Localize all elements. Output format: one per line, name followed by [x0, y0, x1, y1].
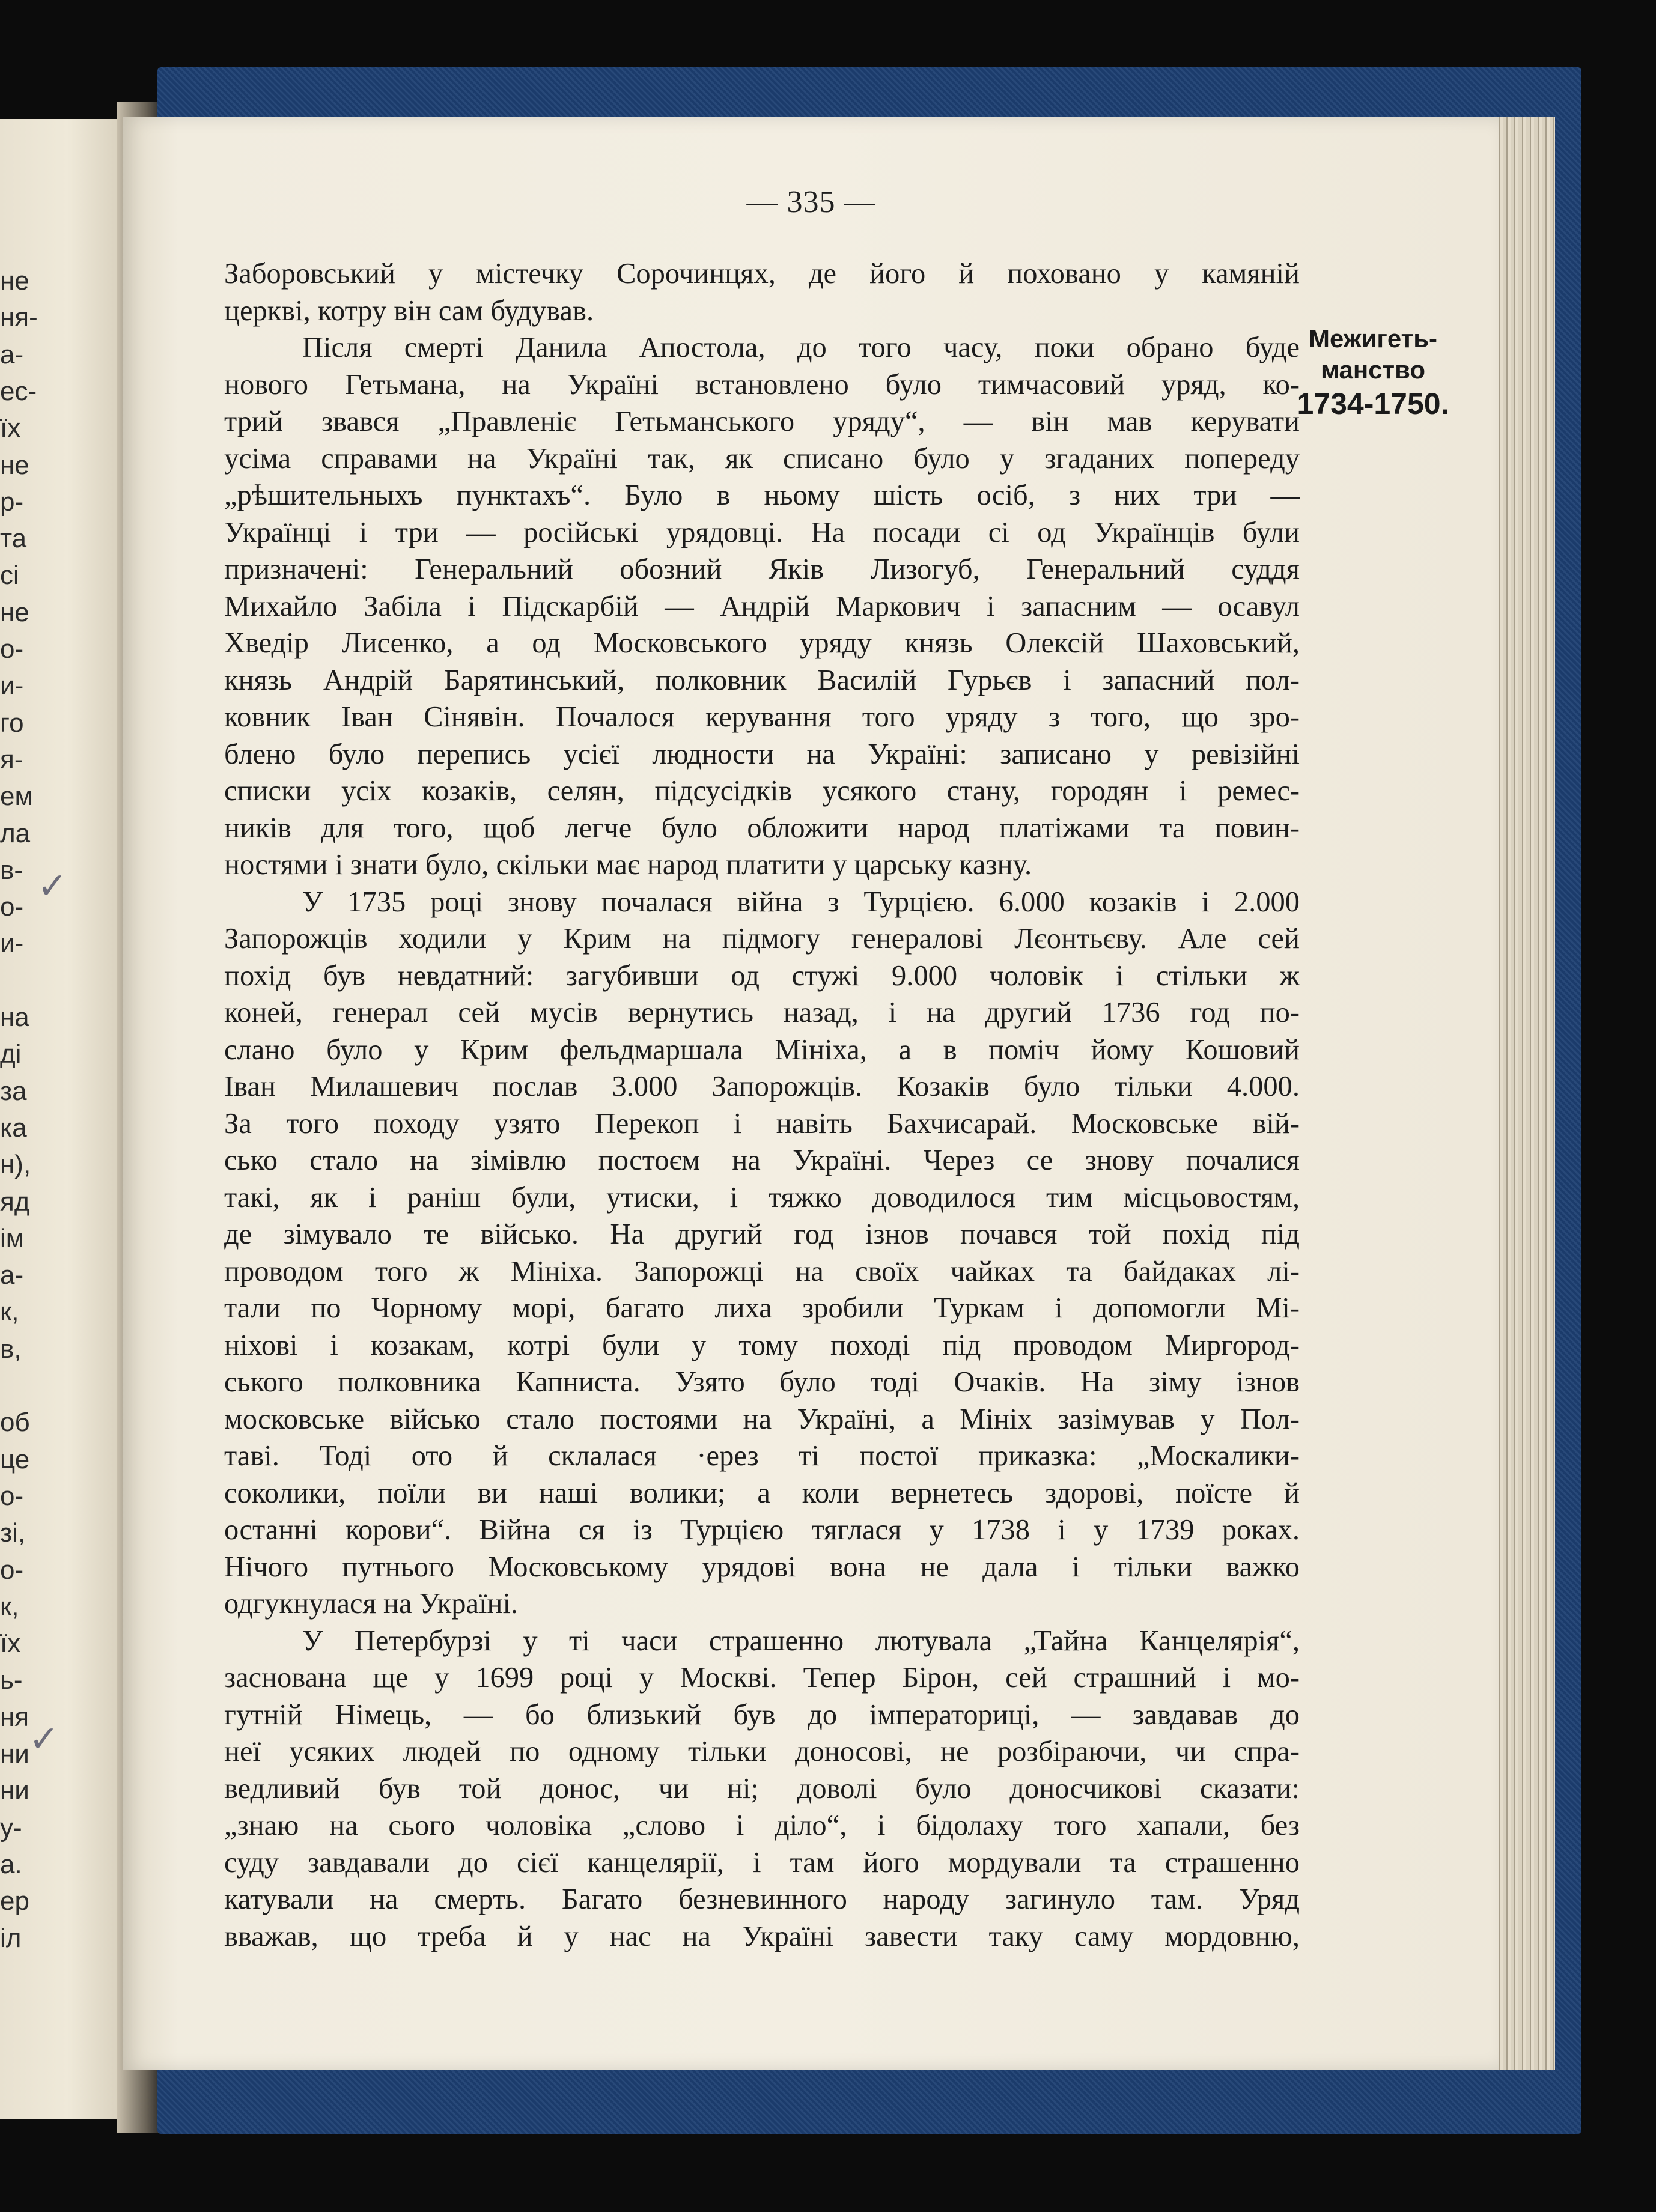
text-line: ського полковника Капниста. Узято було тоді Очаків. На зіму ізнов: [224, 1366, 1300, 1398]
text-line: „знаю на сього чоловіка „слово і діло“, і бідолаху того хапали, без: [224, 1809, 1300, 1841]
left-page-text-fragment: їх: [0, 1629, 21, 1659]
text-line: призначені: Генеральний обозний Яків Лизогуб, Генеральний суддя: [224, 553, 1300, 585]
text-line: одгукнулася на Україні.: [224, 1588, 519, 1620]
left-page-text-fragment: та: [0, 524, 27, 554]
left-page-text-fragment: сі: [0, 561, 19, 591]
text-line: соколики, поїли ви наші волики; а коли вернетесь здорові, поїсте й: [224, 1477, 1300, 1509]
left-page-text-fragment: я-: [0, 744, 23, 774]
left-page-text-fragment: ни: [0, 1776, 29, 1806]
text-line: ковник Іван Сінявін. Почалося керування того уряду з того, що зро-: [224, 701, 1300, 733]
page-edges: [1495, 117, 1555, 2070]
text-line: списки усіх козаків, селян, підсусідків усякого стану, городян і ремес-: [224, 775, 1300, 807]
left-page-text-fragment: а-: [0, 1260, 24, 1290]
text-line: де зімувало те військо. На другий год ізнов почався той похід під: [224, 1218, 1300, 1250]
left-page-text-fragment: об: [0, 1408, 30, 1438]
pencil-check-mark: ✓: [37, 865, 68, 907]
text-line: такі, як і раніш були, утиски, і тяжко доводилося тим місцьовостям,: [224, 1181, 1300, 1214]
text-line: сько стало на зімівлю постоєм на Україні. Через се знову почалися: [224, 1144, 1300, 1176]
left-page-text-fragment: в-: [0, 855, 23, 885]
left-page-text-fragment: р-: [0, 487, 24, 517]
left-page-text-fragment: ес-: [0, 376, 37, 406]
page-number: — 335 —: [746, 185, 876, 219]
pencil-check-mark: ✓: [29, 1718, 59, 1760]
left-page-text-fragment: ім: [0, 1223, 25, 1253]
text-line: неї усяких людей по одному тільки доносові, не розбіраючи, чи спра-: [224, 1736, 1300, 1767]
left-page-text-fragment: це: [0, 1444, 30, 1474]
left-page-text-fragment: яд: [0, 1187, 30, 1217]
text-line: У 1735 році знову почалася війна з Турцією. 6.000 козаків і 2.000: [302, 886, 1300, 918]
text-line: суду завдавали до сієї канцелярії, і там його мордували та страшенно: [224, 1846, 1300, 1879]
left-page-text-fragment: ла: [0, 818, 31, 848]
left-page-text-fragment: ер: [0, 1886, 29, 1916]
left-page-text-fragment: а-: [0, 339, 24, 369]
left-page-text-fragment: о-: [0, 892, 24, 922]
text-line: Хведір Лисенко, а од Московського уряду князь Олексій Шаховський,: [224, 627, 1300, 659]
text-line: ведливий був той донос, чи ні; доволі було доносчикові сказати:: [224, 1772, 1300, 1805]
text-line: Іван Милашевич послав 3.000 Запорожців. Козаків було тільки 4.000.: [224, 1071, 1300, 1102]
left-page-text-fragment: у-: [0, 1812, 22, 1843]
text-line: ніхові і козакам, котрі були у тому поході під проводом Миргород-: [224, 1329, 1300, 1361]
text-line: слано було у Крим фельдмаршала Мініха, а в поміч йому Кошовий: [224, 1033, 1300, 1066]
margin-note: [1295, 323, 1451, 422]
left-page-text-fragment: ь-: [0, 1665, 23, 1695]
left-page-text-fragment: ни: [0, 1739, 29, 1769]
left-page-text-fragment: зі,: [0, 1518, 26, 1548]
margin-note-line: манство: [1320, 356, 1426, 384]
body-text: [224, 255, 1300, 1955]
left-page-text-fragment: в,: [0, 1334, 22, 1364]
left-page-text-fragment: ня: [0, 1702, 29, 1732]
text-line: У Петербурзі у ті часи страшенно лютувала „Тайна Канцелярія“,: [302, 1624, 1300, 1657]
book-page: [123, 117, 1499, 2070]
text-line: заснована ще у 1699 році у Москві. Тепер Бірон, сей страшний і мо-: [224, 1662, 1300, 1694]
left-page-text-fragment: іл: [0, 1923, 22, 1953]
text-line: Українці і три — російські урядовці. На посади сі од Українців були: [224, 516, 1300, 548]
left-page-text-fragment: ді: [0, 1039, 22, 1069]
text-line: московське військо стало постоями на Україні, а Мініх зазімував у Пол-: [224, 1403, 1300, 1435]
text-line: нового Гетьмана, на Україні встановлено було тимчасовий уряд, ко-: [224, 368, 1300, 401]
left-page-text-fragment: ня-: [0, 303, 38, 333]
text-line: „рѣшительныхъ пунктахъ“. Було в ньому шість осіб, з них три —: [224, 479, 1300, 511]
left-page-text-fragment: ем: [0, 782, 33, 812]
left-page-text-fragment: а.: [0, 1849, 22, 1879]
left-page-text-fragment: їх: [0, 413, 21, 443]
text-line: Михайло Забіла і Підскарбій — Андрій Маркович і запасним — осавул: [224, 590, 1300, 622]
text-line: похід був невдатний: загубивши од стужі 9.000 чоловік і стільки ж: [224, 959, 1300, 992]
left-page-text-fragment: за: [0, 1076, 27, 1106]
text-line: коней, генерал сей мусів вернутись назад, і на другий 1736 год по-: [224, 997, 1300, 1029]
text-line: катували на смерть. Багато безневинного народу загинуло там. Уряд: [224, 1883, 1300, 1915]
left-page-text-fragment: о-: [0, 634, 24, 664]
text-line: трий звався „Правленіє Гетьманського уряду“, — він мав керувати: [224, 406, 1300, 437]
left-page-text-fragment: ка: [0, 1113, 27, 1143]
left-page-text-fragment: не: [0, 450, 29, 480]
left-page-text-fragment: о-: [0, 1555, 24, 1585]
text-line: усіма справами на Україні так, як списано було у згаданих попереду: [224, 442, 1300, 475]
text-line: ників для того, щоб легче було обложити народ платіжами та повин-: [224, 812, 1300, 844]
text-line: Нічого путнього Московському урядові вона не дала і тільки важко: [224, 1551, 1300, 1583]
text-line: вважав, що треба й у нас на Україні завести таку саму мордовню,: [224, 1920, 1300, 1952]
text-line: церкві, котру він сам будував.: [224, 294, 594, 327]
left-page-text-fragment: и-: [0, 929, 24, 959]
left-page-text-fragment: не: [0, 597, 29, 627]
previous-page-fragment: [0, 119, 123, 2119]
left-page-text-fragment: к,: [0, 1591, 19, 1621]
text-line: таві. Тоді ото й склалася ·ерез ті постої приказка: „Москалики-: [224, 1440, 1300, 1472]
text-line: Після смерті Данила Апостола, до того часу, поки обрано буде: [302, 332, 1300, 363]
text-line: тали по Чорному морі, багато лиха зробили Туркам і допомогли Мі-: [224, 1292, 1300, 1324]
text-line: Заборовський у містечку Сорочинцях, де його й поховано у камяній: [224, 258, 1300, 290]
left-page-text-fragment: н),: [0, 1150, 31, 1180]
text-line: За того походу узято Перекоп і навіть Бахчисарай. Московське вій-: [224, 1107, 1300, 1140]
text-line: Запорожців ходили у Крим на підмогу генералові Лєонтьєву. Але сей: [224, 923, 1300, 955]
left-page-text-fragment: на: [0, 1003, 29, 1032]
margin-note-line: Межигеть-: [1308, 324, 1438, 353]
left-page-text-fragment: не: [0, 266, 29, 296]
margin-note-years: 1734-1750.: [1297, 387, 1449, 421]
left-page-text-fragment: к,: [0, 1297, 19, 1327]
left-page-text-fragment: го: [0, 708, 24, 738]
text-line: гутній Німець, — бо близький був до імператориці, — завдавав до: [224, 1698, 1300, 1731]
text-line: останні корови“. Війна ся із Турцією тяглася у 1738 і у 1739 роках.: [224, 1514, 1300, 1546]
text-line: блено було перепись усієї людности на Україні: записано у ревізійні: [224, 738, 1300, 770]
text-line: проводом того ж Мініха. Запорожці на своїх чайках та байдаках лі-: [224, 1255, 1300, 1287]
left-page-text-fragment: о-: [0, 1481, 24, 1511]
text-line: князь Андрій Барятинський, полковник Василій Гурьєв і запасний пол-: [224, 664, 1300, 696]
left-page-text-fragment: и-: [0, 671, 24, 701]
text-line: ностями і знати було, скільки має народ платити у царську казну.: [224, 849, 1032, 881]
